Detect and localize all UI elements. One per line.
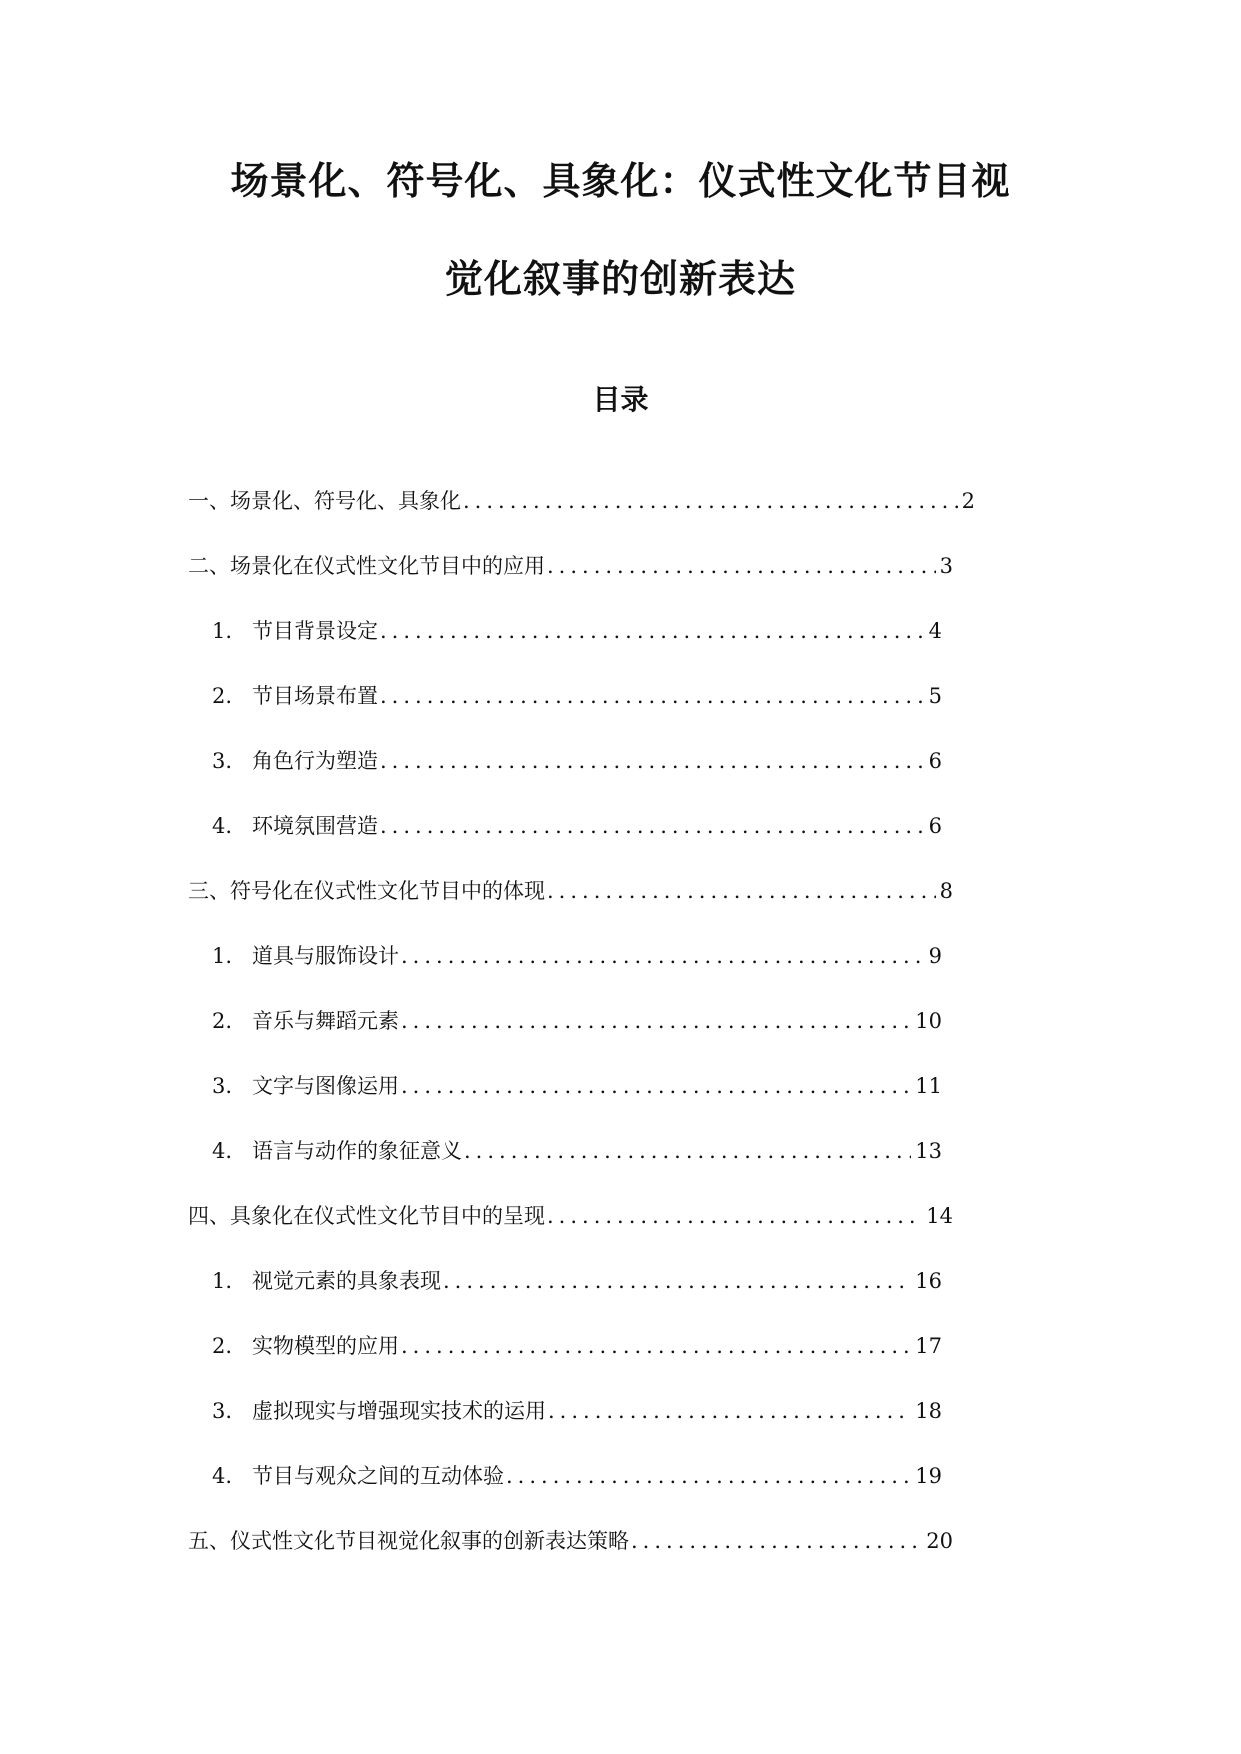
toc-entry-text: 实物模型的应用 [252, 1334, 399, 1358]
toc-page-number: 9 [928, 944, 942, 968]
toc-page-number: 5 [928, 684, 942, 708]
toc-entry-number: 3. [212, 749, 233, 773]
toc-page-number: 6 [928, 749, 942, 773]
toc-entry-number: 2. [212, 684, 233, 708]
toc-entry[interactable] [212, 681, 942, 711]
toc-leader-dots [401, 1006, 911, 1036]
toc-entry-text: 一、场景化、符号化、具象化 [188, 489, 461, 513]
toc-entry[interactable] [212, 1071, 942, 1101]
toc-entry-text: 五、仪式性文化节目视觉化叙事的创新表达策略 [188, 1529, 629, 1553]
toc-entry-number: 3. [212, 1399, 233, 1423]
toc-page-number: 13 [915, 1139, 942, 1163]
toc-entry[interactable] [212, 1266, 942, 1296]
toc-entry[interactable] [212, 1331, 942, 1361]
toc-page-number: 11 [915, 1074, 942, 1098]
toc-leader-dots [631, 1526, 922, 1556]
toc-page-number: 8 [939, 879, 953, 903]
toc-page-number: 4 [928, 619, 942, 643]
toc-entry-number: 2. [212, 1009, 233, 1033]
toc-entry[interactable] [212, 811, 942, 841]
toc-entry-text: 虚拟现实与增强现实技术的运用 [252, 1399, 546, 1423]
toc-leader-dots [443, 1266, 911, 1296]
toc-heading: 目录 [592, 383, 649, 416]
toc-entry[interactable] [212, 1396, 942, 1426]
toc-leader-dots [380, 746, 925, 776]
toc-leader-dots [401, 941, 925, 971]
toc-entry[interactable] [188, 876, 953, 906]
toc-page-number: 10 [915, 1009, 942, 1033]
toc-leader-dots [380, 616, 925, 646]
toc-entry-text: 二、场景化在仪式性文化节目中的应用 [188, 554, 545, 578]
toc-leader-dots [547, 876, 936, 906]
toc-entry-number: 4. [212, 1139, 233, 1163]
toc-entry[interactable] [212, 1136, 942, 1166]
toc-entry[interactable] [188, 486, 975, 516]
toc-entry[interactable] [212, 746, 942, 776]
toc-leader-dots [380, 811, 925, 841]
toc-entry[interactable] [188, 1201, 953, 1231]
toc-page-number: 19 [915, 1464, 942, 1488]
toc-leader-dots [547, 551, 936, 581]
toc-entry[interactable] [212, 1006, 942, 1036]
toc-entry-text: 节目与观众之间的互动体验 [252, 1464, 504, 1488]
toc-leader-dots [548, 1396, 911, 1426]
toc-leader-dots [380, 681, 925, 711]
toc-leader-dots [401, 1331, 911, 1361]
toc-leader-dots [401, 1071, 911, 1101]
toc-entry-number: 4. [212, 1464, 233, 1488]
toc-entry[interactable] [212, 1461, 942, 1491]
toc-entry[interactable] [188, 1526, 953, 1556]
toc-entry-text: 道具与服饰设计 [252, 944, 399, 968]
toc-entry[interactable] [188, 551, 953, 581]
toc-page-number: 2 [961, 489, 975, 513]
document-title-line-2: 觉化叙事的创新表达 [444, 257, 796, 301]
toc-page-number: 14 [926, 1204, 953, 1228]
toc-page-number: 18 [915, 1399, 942, 1423]
toc-entry-text: 三、符号化在仪式性文化节目中的体现 [188, 879, 545, 903]
toc-page-number: 20 [926, 1529, 953, 1553]
toc-entry-text: 语言与动作的象征意义 [252, 1139, 462, 1163]
toc-page-number: 17 [915, 1334, 942, 1358]
toc-leader-dots [464, 1136, 911, 1166]
toc-entry-text: 节目背景设定 [252, 619, 378, 643]
toc-entry-text: 音乐与舞蹈元素 [252, 1009, 399, 1033]
toc-entry-number: 1. [212, 619, 233, 643]
toc-entry-number: 4. [212, 814, 233, 838]
toc-leader-dots [463, 486, 958, 516]
toc-entry-number: 3. [212, 1074, 233, 1098]
toc-leader-dots [506, 1461, 911, 1491]
toc-page-number: 16 [915, 1269, 942, 1293]
toc-entry-text: 环境氛围营造 [252, 814, 378, 838]
toc-entry-number: 2. [212, 1334, 233, 1358]
toc-page-number: 3 [939, 554, 953, 578]
toc-page-number: 6 [928, 814, 942, 838]
toc-entry[interactable] [212, 616, 942, 646]
toc-entry-text: 角色行为塑造 [252, 749, 378, 773]
toc-entry-text: 节目场景布置 [252, 684, 378, 708]
toc-entry-text: 视觉元素的具象表现 [252, 1269, 441, 1293]
toc-entry-number: 1. [212, 944, 233, 968]
document-title-line-1: 场景化、符号化、具象化：仪式性文化节目视 [230, 159, 1011, 203]
toc-entry-text: 文字与图像运用 [252, 1074, 399, 1098]
toc-entry-text: 四、具象化在仪式性文化节目中的呈现 [188, 1204, 545, 1228]
toc-leader-dots [547, 1201, 922, 1231]
toc-entry[interactable] [212, 941, 942, 971]
toc-entry-number: 1. [212, 1269, 233, 1293]
